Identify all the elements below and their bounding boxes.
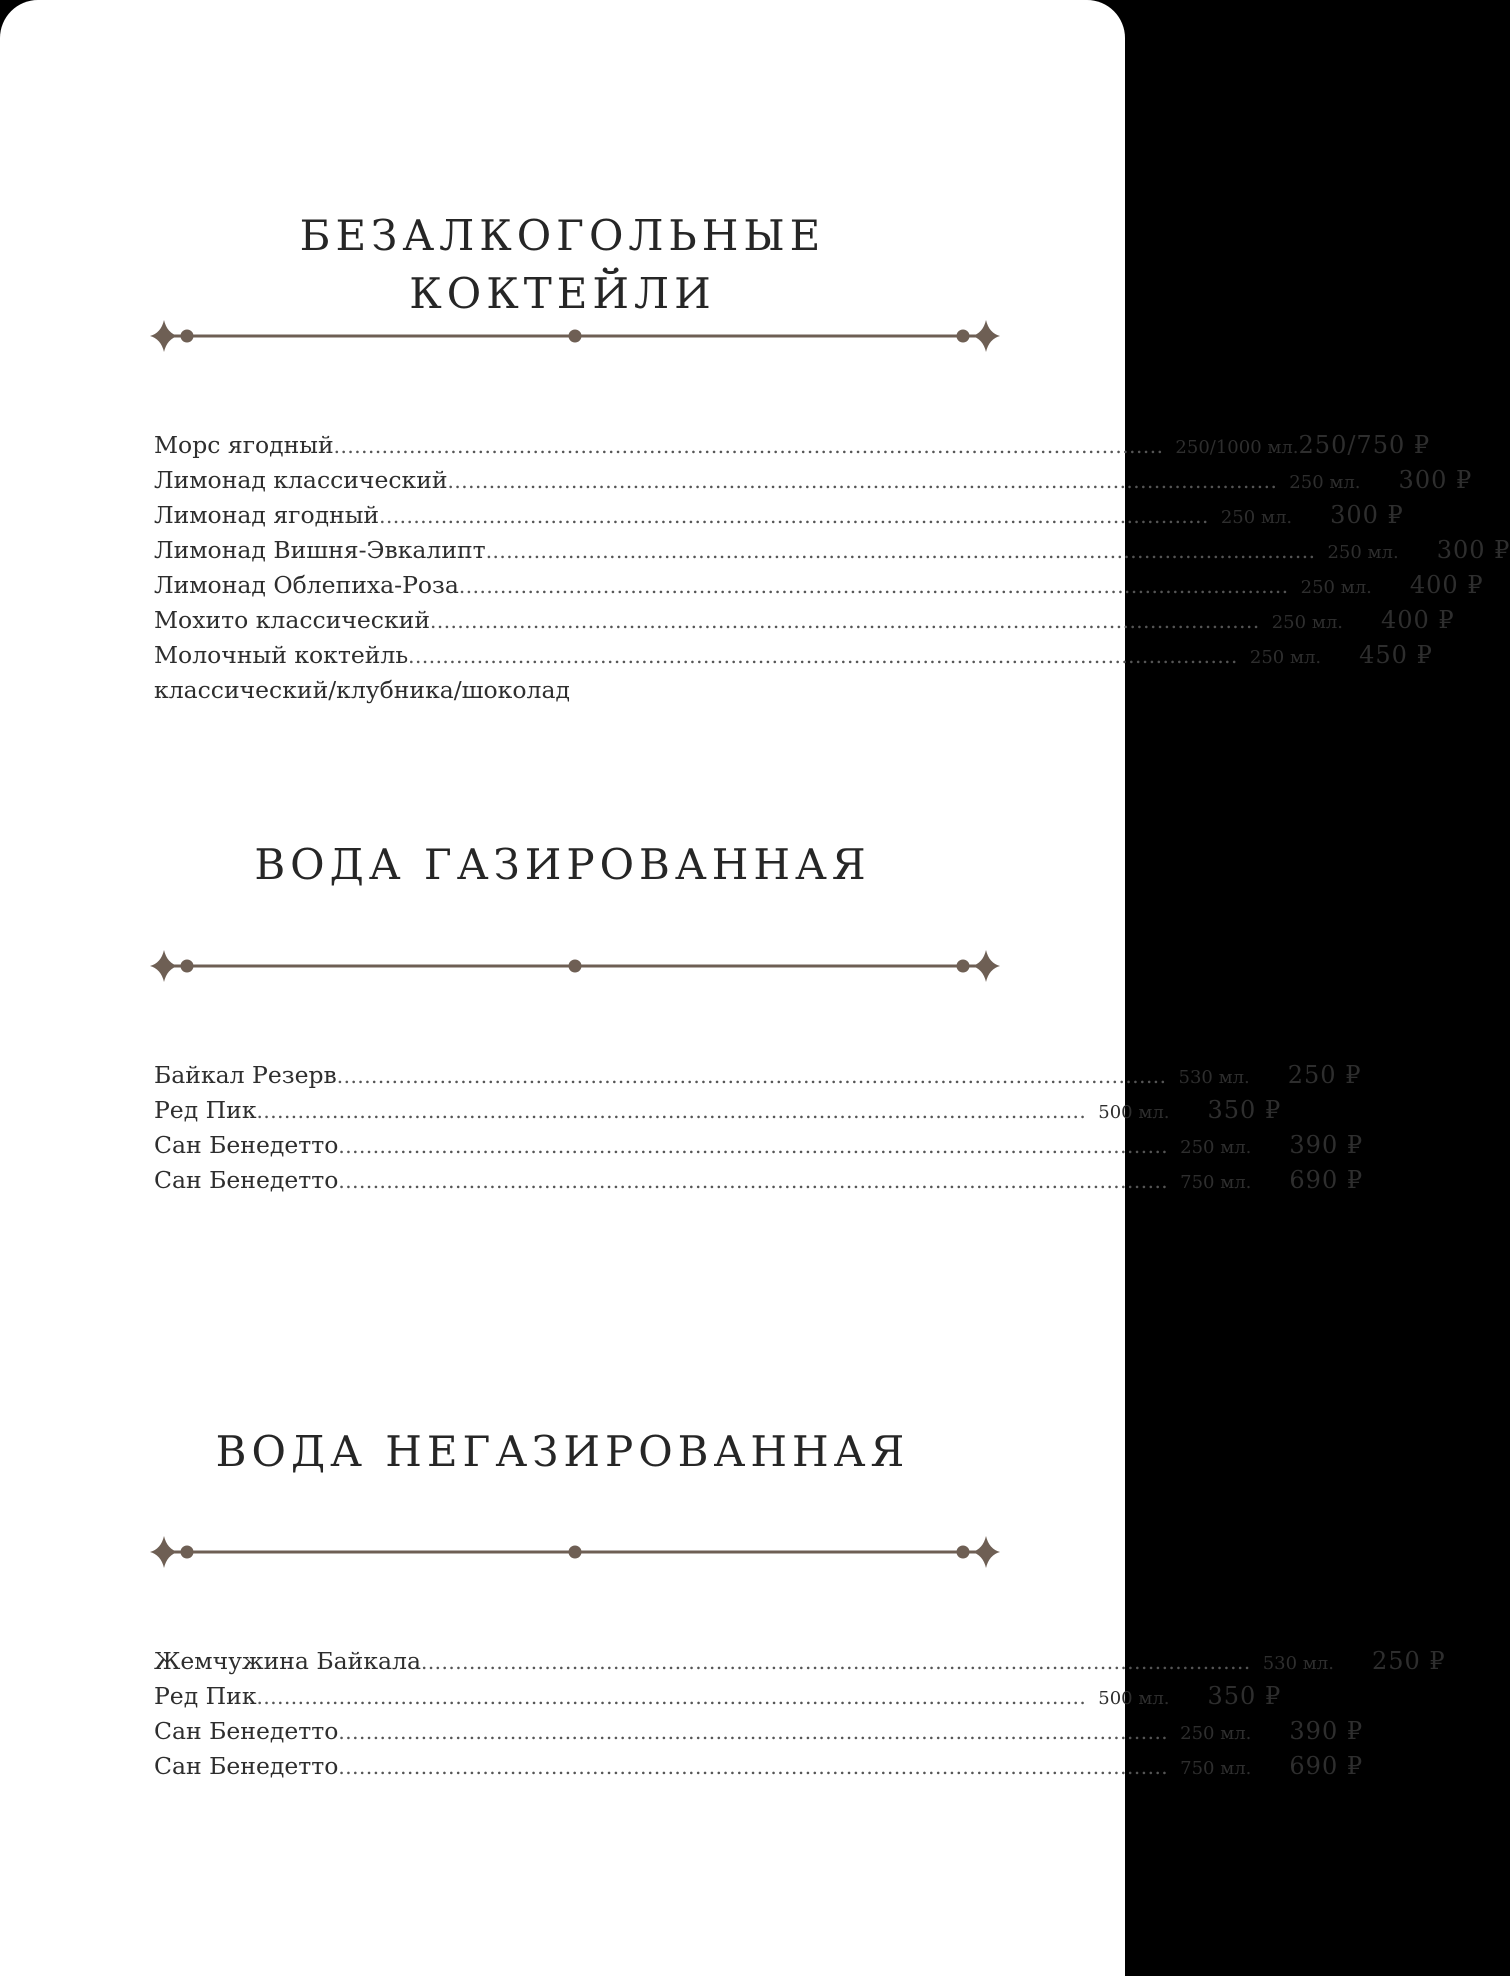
item-price: 690 ₽	[1289, 1752, 1364, 1780]
dot-leader: .........................................................................................................................	[338, 1134, 1169, 1158]
item-name: Байкал Резерв	[154, 1061, 337, 1089]
dot-leader: .........................................................................................................................	[338, 1720, 1169, 1744]
section-title-sparkling-water	[0, 836, 1125, 894]
section-title-line: КОКТЕЙЛИ	[409, 269, 716, 318]
item-price: 300 ₽	[1436, 536, 1510, 564]
item-price: 250/750 ₽	[1298, 431, 1431, 459]
menu-list-sparkling-water	[154, 1058, 1364, 1198]
dot-leader: .........................................................................................................................	[408, 644, 1238, 668]
item-note: классический/клубника/шоколад	[154, 676, 570, 704]
item-price: 400 ₽	[1409, 571, 1484, 599]
item-volume: 750 мл.	[1180, 1758, 1252, 1779]
item-volume: 250 мл.	[1300, 577, 1372, 598]
item-volume: 250 мл.	[1249, 647, 1322, 668]
item-volume: 250 мл.	[1180, 1137, 1252, 1158]
dot-leader: .........................................................................................................................	[338, 1169, 1169, 1193]
item-price: 250 ₽	[1371, 1647, 1446, 1675]
item-volume: 250 мл.	[1220, 507, 1293, 528]
item-volume: 500 мл.	[1098, 1102, 1170, 1123]
section-title-line: БЕЗАЛКОГОЛЬНЫЕ	[299, 211, 826, 260]
item-price: 690 ₽	[1289, 1166, 1364, 1194]
item-price: 350 ₽	[1207, 1682, 1282, 1710]
menu-item	[154, 1128, 1364, 1163]
item-volume: 250 мл.	[1289, 472, 1361, 493]
item-price: 300 ₽	[1398, 466, 1473, 494]
dot-leader: .........................................................................................................................	[336, 1064, 1167, 1088]
dot-leader: .........................................................................................................................	[485, 539, 1316, 563]
item-price: 250 ₽	[1287, 1061, 1362, 1089]
item-name: Сан Бенедетто	[154, 1166, 339, 1194]
item-price: 350 ₽	[1207, 1096, 1282, 1124]
menu-item	[154, 428, 1431, 463]
menu-list-still-water	[154, 1644, 1446, 1784]
ornament-divider	[150, 1532, 1000, 1572]
menu-item	[154, 1058, 1362, 1093]
menu-list-soft-cocktails	[154, 428, 1510, 708]
item-volume: 250 мл.	[1327, 542, 1399, 563]
dot-leader: .........................................................................................................................	[338, 1755, 1169, 1779]
item-price: 300 ₽	[1330, 501, 1404, 529]
item-price: 450 ₽	[1359, 641, 1433, 669]
item-price: 390 ₽	[1289, 1131, 1364, 1159]
item-name: Лимонад Облепиха-Роза	[154, 571, 459, 599]
section-title-line: ВОДА ГАЗИРОВАННАЯ	[254, 840, 871, 889]
item-price: 400 ₽	[1380, 606, 1455, 634]
item-name: Ред Пик	[154, 1682, 257, 1710]
menu-item	[154, 1679, 1282, 1714]
menu-item	[154, 1163, 1364, 1198]
ornament-divider	[150, 316, 1000, 356]
item-name: Ред Пик	[154, 1096, 257, 1124]
menu-item	[154, 1714, 1364, 1749]
item-volume: 250 мл.	[1271, 612, 1343, 633]
item-name: Молочный коктейль	[154, 641, 409, 669]
dot-leader: .........................................................................................................................	[447, 469, 1278, 493]
dot-leader: .........................................................................................................................	[458, 574, 1289, 598]
item-price: 390 ₽	[1289, 1717, 1364, 1745]
item-name: Сан Бенедетто	[154, 1131, 339, 1159]
section-title-still-water	[0, 1423, 1125, 1481]
item-name: Лимонад Вишня-Эвкалипт	[154, 536, 486, 564]
menu-item	[154, 568, 1484, 603]
item-name: Жемчужина Байкала	[154, 1647, 421, 1675]
menu-item	[154, 533, 1510, 568]
item-volume: 500 мл.	[1098, 1688, 1170, 1709]
dot-leader: .........................................................................................................................	[429, 609, 1260, 633]
item-name: Сан Бенедетто	[154, 1752, 339, 1780]
item-volume: 530 мл.	[1178, 1067, 1250, 1088]
menu-item	[154, 498, 1404, 533]
dot-leader: .........................................................................................................................	[256, 1685, 1087, 1709]
menu-item	[154, 1749, 1364, 1784]
item-volume: 530 мл.	[1262, 1653, 1334, 1674]
item-name: Лимонад ягодный	[154, 501, 380, 529]
item-name: Мохито классический	[154, 606, 430, 634]
item-volume: 750 мл.	[1180, 1172, 1252, 1193]
ornament-divider	[150, 946, 1000, 986]
item-volume: 250 мл.	[1180, 1723, 1252, 1744]
dot-leader: .........................................................................................................................	[379, 504, 1209, 528]
menu-item	[154, 1644, 1446, 1679]
dot-leader: .........................................................................................................................	[420, 1650, 1251, 1674]
menu-item	[154, 603, 1455, 638]
dot-leader: .........................................................................................................................	[256, 1099, 1087, 1123]
dot-leader: .........................................................................................................................	[333, 434, 1164, 458]
item-volume: 250/1000 мл.	[1175, 437, 1299, 458]
menu-item	[154, 638, 1433, 673]
section-title-line: ВОДА НЕГАЗИРОВАННАЯ	[215, 1427, 910, 1476]
section-title-soft-cocktails	[0, 207, 1125, 323]
item-name: Морс ягодный	[154, 431, 334, 459]
item-name: Сан Бенедетто	[154, 1717, 339, 1745]
menu-item	[154, 463, 1473, 498]
item-name: Лимонад классический	[154, 466, 448, 494]
menu-item	[154, 1093, 1282, 1128]
